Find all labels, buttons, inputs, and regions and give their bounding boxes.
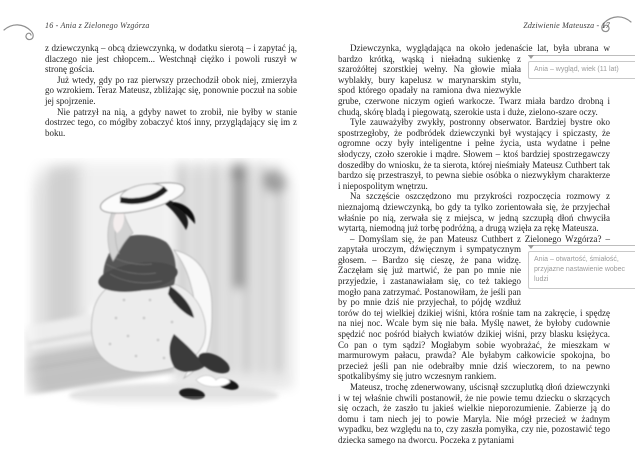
paragraph: Już wtedy, gdy po raz pierwszy przechodził obok niej, zmierzyła go wzrokiem. Teraz Mateusz, zbliżając się, ponownie poczuł na sobie jej spojrzenie. [45,74,297,106]
page-left [45,21,297,138]
annotation-leader-line [528,245,635,250]
margin-annotation [528,245,635,289]
illustration-girl-on-steps [24,158,300,420]
annotation-note[interactable]: Ania – otwartość, śmiałość, przyjazne nastawienie wobec ludzi [528,251,635,289]
paragraph [338,233,626,382]
running-head-left: 16 - Ania z Zielonego Wzgórza [45,21,150,30]
flourish-swirl-icon [3,22,39,44]
paragraph-text: Dziewczynka, wyglądająca na około jedenaście lat, była ubrana [350,43,599,53]
margin-annotation [528,55,635,79]
page-right [338,21,626,446]
paragraph: Tyle zauważyłby zwykły, postronny obserwator. Bardziej bystre oko spostrzegłoby, że podbródek dziewczynki był wystający i spiczasty, że ogromne oczy były inteligentne i pełne życia, usta wydatne i pełne słodyczy, czoło szerokie i mądre. Słowem – ktoś bardziej spostrzegawczy doszedłby do wniosku, że ta sierota, której nieśmiały Mateusz Cuthbert tak bardzo się przestraszył, to pewna siebie osóbka o niezwykłym charakterze i niepospolitym wnętrzu. [338,117,610,191]
paragraph: Na szczęście oszczędzono mu przykrości rozpoczęcia rozmowy z nieznajomą dziewczynką, bo gdy ta tylko zorientowała się, że przyjechał właśnie po nią, zerwała się z miejsca, w jedną szczupłą dłoń chwyciła wytartą, niemodną już torbę podróżną, a drugą wzięła za rękę Mateusza. [338,191,610,234]
triangle-tick-icon [528,55,534,59]
paragraph-text: zapytała uroczym, dźwięcznym i sympatycznym głosem. – Bardzo się cieszę, że pana widzę. Zaczęłam się już martwić, że pan po mnie nie przyjedzie, i zastanawiałam się, co też takiego mogło pana zatrzymać. Postanowiłam, że jeśli pan by po mnie dziś nie przyjechał, to pójdę wzdłuż torów do tej wielkiej dzikiej wiśni, która rośnie tam na zakręcie, i spędzę na niej noc. Wcale bym się nie bała. Myślę nawet, że byłoby cudownie spędzić noc pośród białych kwiatów dzikiej wiśni, przy blasku księżyca. Co pan o tym sądzi? Mogłabym sobie wyobrażać, że mieszkam w marmurowym pałacu, prawda? Ale byłabym całkowicie spokojna, bo przecież jeśli pan nie odebrałby mnie dziś wieczorem, to na pewno spotkalibyśmy się jutro wczesnym rankiem. [338,244,610,382]
annotation-leader-line [528,55,635,60]
paragraph-text: w bardzo krótką, wąską i nieładną sukienkę z szarożółtej szorstkiej wełny. Na głowie miała wyblakły, bury kapelusz w marynarskim stylu, spod którego opadały na ramiona dwa niezwykle grube, czerwone niczym ogień warkocze. Twarz miała bardzo drobną i chudą, skórę bladą i piegowatą, szerokie usta i duże, zielono-szare oczy. [338,43,610,117]
paragraph: z dziewczynką – obcą dziewczynką, w dodatku sierotą – i zapytać ją, dlaczego nie jest chłopcem... Westchnął ciężko i powoli ruszył w stronę gościa. [45,43,297,75]
paragraph [338,43,619,117]
running-head-right: Zdziwienie Mateusza - 17 [523,21,610,30]
annotation-note[interactable]: Ania – wygląd, wiek (11 lat) [528,61,635,79]
paragraph-text: – Domyślam się, że pan Mateusz Cuthbert z Zielonego Wzgórza? – [350,233,610,244]
paragraph: Nie patrzył na nią, a gdyby nawet to zrobił, nie byłby w stanie dostrzec tego, co mógłby zobaczyć ktoś inny, przyglądający się im z boku. [45,106,297,138]
triangle-tick-icon [528,245,534,249]
paragraph: Mateusz, trochę zdenerwowany, uścisnął szczuplutką dłoń dziewczynki i w tej właśnie chwili postanowił, że nie powie temu dziecku o skrzących się oczach, że zaszło tu jakieś wielkie nieporozumienie. Zabierze ją do domu i tam niech jej to powie Maryla. Nie mógł przecież w żadnym wypadku, bez względu na to, czy zaszła pomyłka, czy nie, pozostawić tego dziecka samego na dworcu. Poczeka z pytaniami [338,382,610,445]
